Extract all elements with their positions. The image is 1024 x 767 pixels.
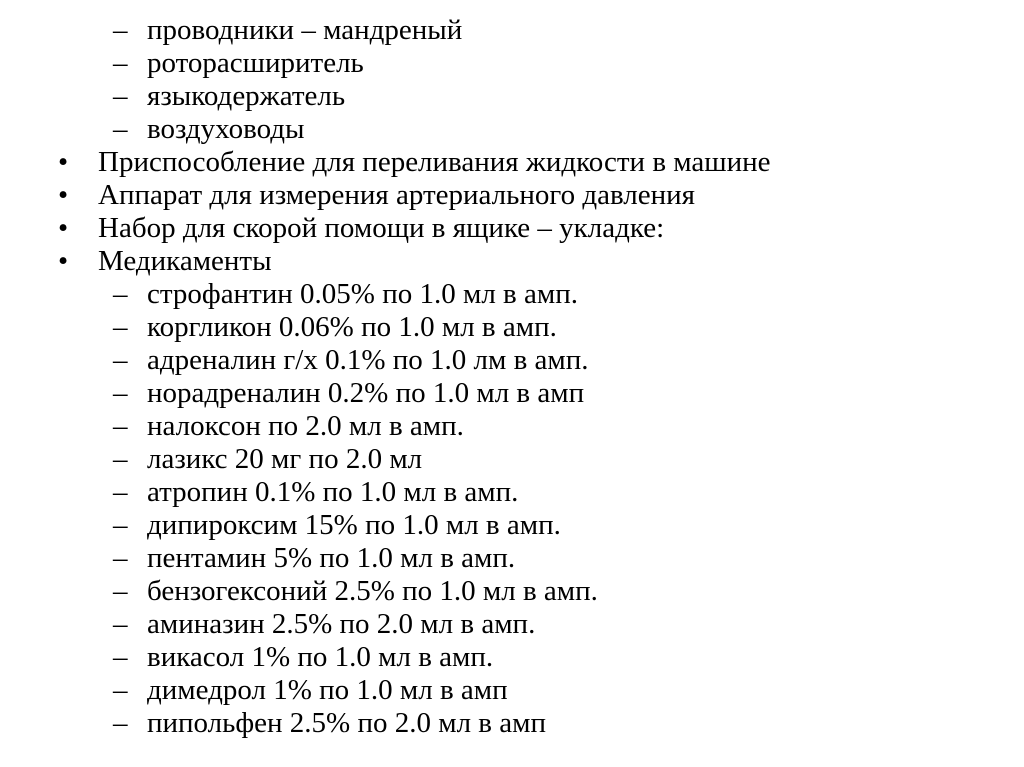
list-item-text: лазикс 20 мг по 2.0 мл <box>147 443 423 475</box>
bullet-marker: • <box>58 245 69 277</box>
list-item-text: атропин 0.1% по 1.0 мл в амп. <box>147 476 519 508</box>
list-item-text: Аппарат для измерения артериального давления <box>98 179 695 211</box>
list-item-text: дипироксим 15% по 1.0 мл в амп. <box>147 509 561 541</box>
list-item-text: проводники – мандреный <box>147 14 463 46</box>
dash-marker: – <box>113 47 128 79</box>
bullet-marker: • <box>58 146 69 178</box>
dash-marker: – <box>113 410 128 442</box>
dash-marker: – <box>113 509 128 541</box>
dash-marker: – <box>113 476 128 508</box>
dash-marker: – <box>113 14 128 46</box>
dash-marker: – <box>113 377 128 409</box>
dash-marker: – <box>113 542 128 574</box>
list-item-text: пипольфен 2.5% по 2.0 мл в амп <box>147 707 546 739</box>
list-item-text: строфантин 0.05% по 1.0 мл в амп. <box>147 278 578 310</box>
list-item-text: аминазин 2.5% по 2.0 мл в амп. <box>147 608 536 640</box>
dash-marker: – <box>113 113 128 145</box>
list-item-text: Набор для скорой помощи в ящике – укладке: <box>98 212 665 244</box>
dash-marker: – <box>113 311 128 343</box>
list-item-text: викасол 1% по 1.0 мл в амп. <box>147 641 494 673</box>
list-item-text: бензогексоний 2.5% по 1.0 мл в амп. <box>147 575 598 607</box>
list-item-text: коргликон 0.06% по 1.0 мл в амп. <box>147 311 557 343</box>
list-item-text: адреналин г/х 0.1% по 1.0 лм в амп. <box>147 344 589 376</box>
dash-marker: – <box>113 344 128 376</box>
dash-marker: – <box>113 80 128 112</box>
dash-marker: – <box>113 278 128 310</box>
list-item-text: пентамин 5% по 1.0 мл в амп. <box>147 542 516 574</box>
dash-marker: – <box>113 443 128 475</box>
dash-marker: – <box>113 707 128 739</box>
list-item-text: димедрол 1% по 1.0 мл в амп <box>147 674 508 706</box>
dash-marker: – <box>113 575 128 607</box>
list-item-text: языкодержатель <box>147 80 346 112</box>
bullet-marker: • <box>58 179 69 211</box>
dash-marker: – <box>113 608 128 640</box>
list-item-text: роторасширитель <box>147 47 364 79</box>
dash-marker: – <box>113 641 128 673</box>
list-item-text: налоксон по 2.0 мл в амп. <box>147 410 464 442</box>
list-item-text: Медикаменты <box>98 245 272 277</box>
list-item-text: Приспособление для переливания жидкости в машине <box>98 146 771 178</box>
list-item-text: норадреналин 0.2% по 1.0 мл в амп <box>147 377 585 409</box>
bullet-marker: • <box>58 212 69 244</box>
list-item-text: воздуховоды <box>147 113 305 145</box>
dash-marker: – <box>113 674 128 706</box>
